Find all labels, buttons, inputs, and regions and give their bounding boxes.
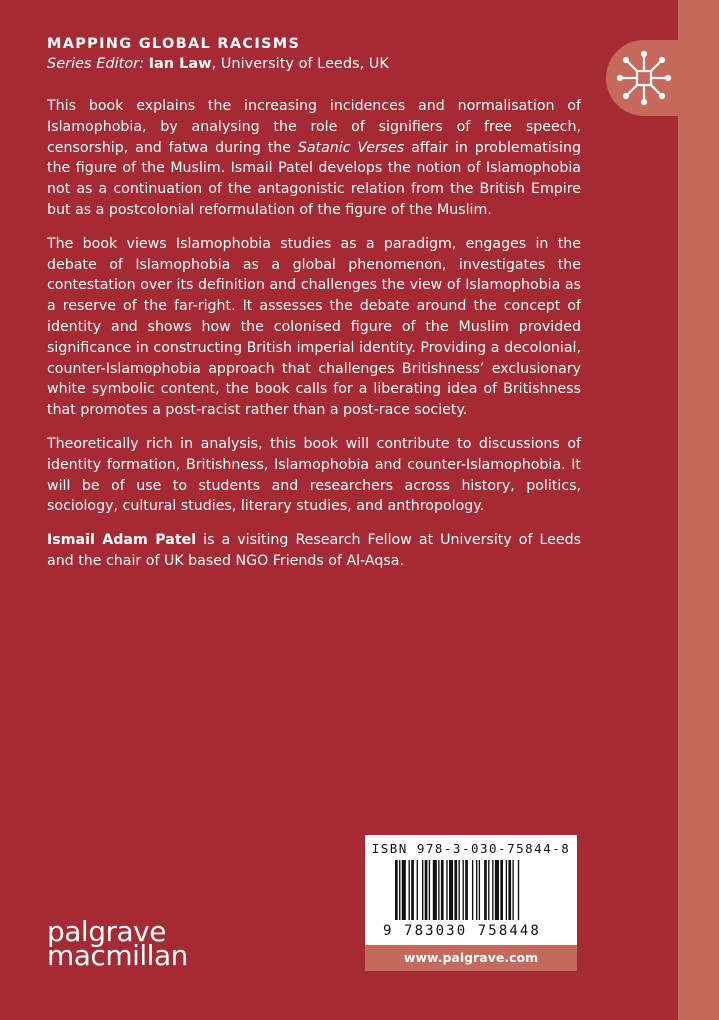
publisher-logo-badge bbox=[606, 40, 719, 116]
publisher-line-1: palgrave bbox=[47, 915, 166, 948]
series-editor-affiliation: , University of Leeds, UK bbox=[211, 56, 389, 72]
blurb-paragraph-1 bbox=[47, 96, 581, 221]
p1-text-a: This book explains the increasing incidences and normalisation of Islamophobia, by analysing the role of signifiers of free speech, censorship, and fatwa during the bbox=[47, 98, 581, 156]
author-bio-text: is a visiting Research Fellow at University of Leeds and the chair of UK based NGO Friends of Al-Aqsa. bbox=[47, 532, 581, 569]
author-name: Ismail Adam Patel bbox=[47, 532, 197, 549]
website-url: www.palgrave.com bbox=[365, 945, 577, 971]
isbn-label: ISBN 978-3-030-75844-8 bbox=[371, 841, 571, 856]
author-bio bbox=[47, 530, 581, 572]
p1-book-title: Satanic Verses bbox=[297, 139, 405, 156]
series-editor bbox=[47, 56, 389, 72]
blurb bbox=[47, 96, 581, 585]
publisher-line-2: macmillan bbox=[47, 939, 188, 972]
barcode-bars bbox=[395, 860, 555, 924]
blurb-paragraph-2: The book views Islamophobia studies as a paradigm, engages in the debate of Islamophobia as a global phenomenon, investigates the contestation over its definition and challenges the view of Islamophobia as a reserve of the far-right. It assesses the debate around the concept of identity and shows how the colonised figure of the Muslim provided significance in constructing British imperial identity. Providing a decolonial, counter-Islamophobia approach that challenges Britishness’ exclusionary white symbolic content, the book calls for a liberating idea of Britishness that promotes a post-racist rather than a post-race society. bbox=[47, 235, 581, 419]
series-editor-label: Series Editor: bbox=[47, 56, 144, 72]
p1-text-b: affair in problematising the figure of the Muslim. Ismail Patel develops the notion of Islamophobia not as a continuation of the antagonistic relation from the British Empire but as a postcolonial reformulation of the figure of the Muslim. bbox=[47, 139, 581, 218]
palgrave-logo-icon bbox=[616, 50, 672, 106]
series-editor-name: Ian Law bbox=[148, 56, 212, 72]
barcode-digits: 9 783030 758448 bbox=[383, 923, 541, 939]
spine-strip bbox=[678, 0, 719, 1020]
publisher-name bbox=[47, 915, 188, 972]
series-title: MAPPING GLOBAL RACISMS bbox=[47, 36, 301, 52]
barcode bbox=[365, 835, 577, 945]
blurb-paragraph-3: Theoretically rich in analysis, this book will contribute to discussions of identity formation, Britishness, Islamophobia and counter-Islamophobia. It will be of use to students and researchers across history, politics, sociology, cultural studies, literary studies, and anthropology. bbox=[47, 435, 581, 515]
